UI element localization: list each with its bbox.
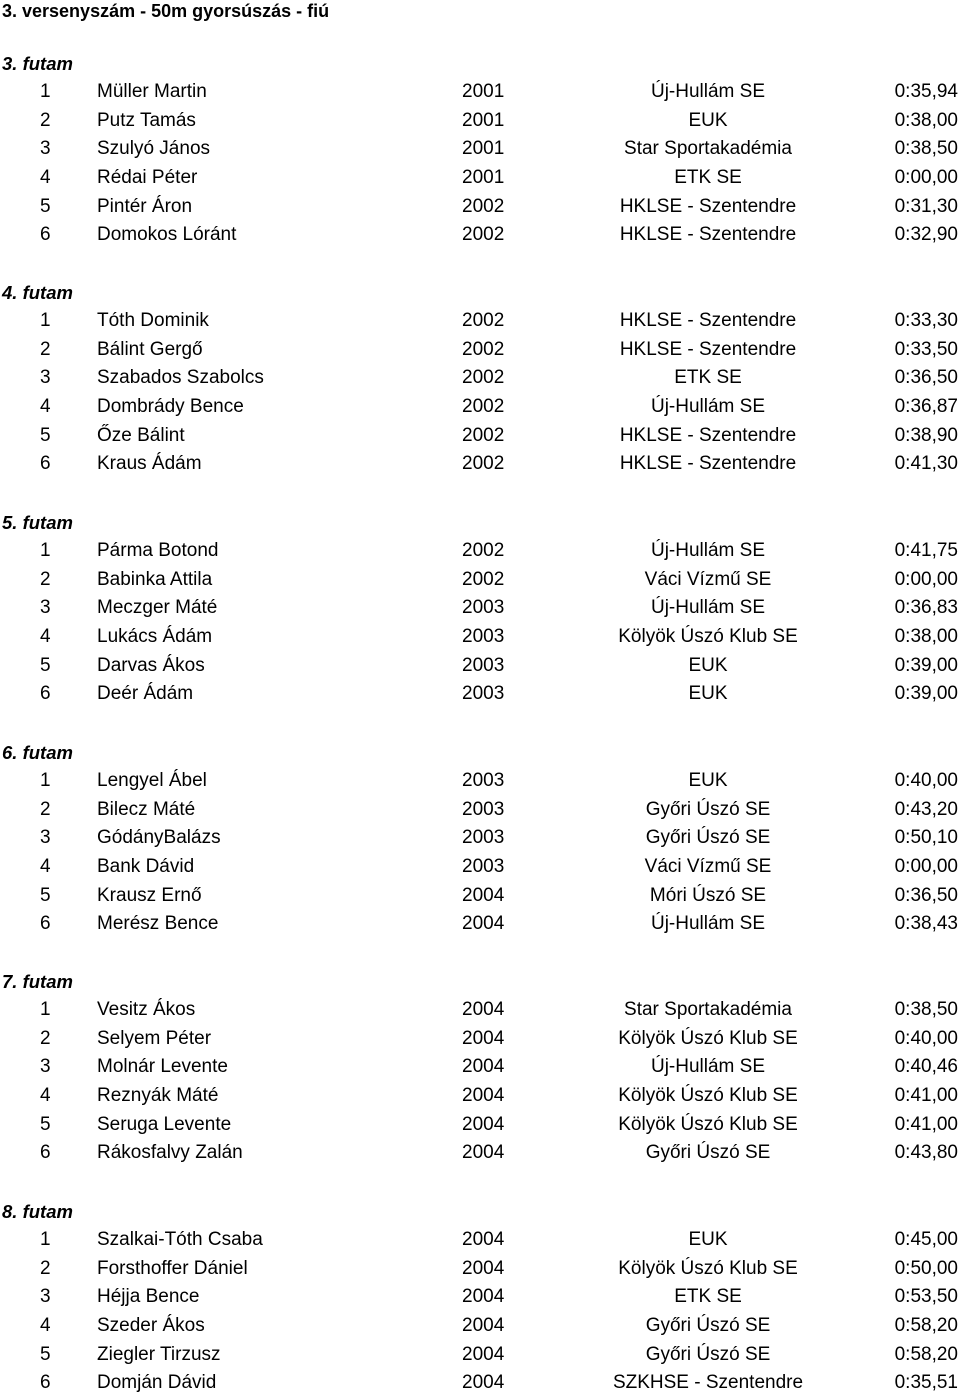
swimmer-name-cell: Tóth Dominik [97, 310, 209, 331]
swimmer-name-cell: Pintér Áron [97, 195, 193, 217]
result-row [0, 1255, 960, 1284]
birth-year-cell: 2001 [462, 109, 505, 131]
result-row [0, 1053, 960, 1082]
swimmer-name-cell: Szulyó János [97, 138, 211, 160]
birth-year-cell: 2003 [462, 597, 505, 619]
birth-year-cell: 2004 [462, 913, 505, 935]
swimmer-name-cell: Krausz Ernő [97, 884, 202, 906]
result-row [0, 853, 960, 882]
heat-section [0, 967, 960, 1168]
swimmer-name-cell: Meczger Máté [97, 597, 218, 619]
birth-year-cell: 2003 [462, 770, 505, 791]
club-cell: Kölyök Úszó Klub SE [618, 1257, 798, 1279]
placement-cell: 3 [40, 367, 51, 389]
placement-cell: 6 [40, 1142, 51, 1164]
birth-year-cell: 2004 [462, 1372, 505, 1394]
heat-title: 8. futam [2, 1201, 73, 1222]
birth-year-cell: 2003 [462, 654, 505, 676]
result-row [0, 1082, 960, 1111]
birth-year-cell: 2004 [462, 1286, 505, 1308]
birth-year-cell: 2002 [462, 195, 505, 217]
club-cell: EUK [688, 109, 728, 131]
result-row [0, 336, 960, 365]
result-row [0, 1111, 960, 1140]
club-cell: SZKHSE - Szentendre [612, 1372, 804, 1394]
time-cell: 0:39,00 [894, 654, 958, 676]
swimmer-name-cell: Vesitz Ákos [97, 999, 196, 1020]
swimmer-name-cell: Dombrády Bence [97, 396, 244, 418]
swimmer-name-cell: Őze Bálint [97, 424, 185, 446]
club-cell: Győri Úszó SE [645, 1315, 771, 1337]
club-cell: Kölyök Úszó Klub SE [618, 1085, 798, 1107]
time-cell: 0:43,20 [894, 798, 958, 820]
result-row [0, 1025, 960, 1054]
placement-cell: 2 [40, 1257, 51, 1279]
birth-year-cell: 2004 [462, 1056, 505, 1078]
swimmer-name-cell: Szabados Szabolcs [97, 367, 264, 389]
result-row [0, 78, 960, 107]
placement-cell: 1 [40, 999, 51, 1020]
time-cell: 0:38,90 [894, 424, 958, 446]
placement-cell: 4 [40, 167, 51, 189]
club-cell: Kölyök Úszó Klub SE [618, 1027, 798, 1049]
placement-cell: 2 [40, 109, 51, 131]
club-cell: Star Sportakadémia [624, 138, 792, 160]
placement-cell: 1 [40, 81, 51, 102]
result-row [0, 393, 960, 422]
swimmer-name-cell: Héjja Bence [97, 1286, 200, 1308]
swimmer-name-cell: Bilecz Máté [97, 798, 196, 820]
placement-cell: 3 [40, 138, 51, 160]
club-cell: Kölyök Úszó Klub SE [618, 626, 798, 648]
swimmer-name-cell: Kraus Ádám [97, 453, 202, 475]
club-cell: Váci Vízmű SE [644, 856, 772, 878]
placement-cell: 4 [40, 626, 51, 648]
swimmer-name-cell: Lukács Ádám [97, 626, 213, 648]
placement-cell: 3 [40, 827, 51, 849]
birth-year-cell: 2001 [462, 167, 505, 189]
club-cell: Új-Hullám SE [650, 913, 766, 935]
result-row [0, 422, 960, 451]
swimmer-name-cell: Lengyel Ábel [97, 770, 207, 791]
time-cell: 0:40,46 [894, 1056, 958, 1078]
birth-year-cell: 2002 [462, 310, 505, 331]
birth-year-cell: 2003 [462, 856, 505, 878]
swimmer-name-cell: Müller Martin [97, 81, 207, 102]
swimmer-name-cell: Molnár Levente [97, 1056, 228, 1078]
club-cell: HKLSE - Szentendre [619, 224, 797, 246]
result-row [0, 767, 960, 796]
result-row [0, 364, 960, 393]
club-cell: EUK [688, 654, 728, 676]
result-row [0, 1312, 960, 1341]
birth-year-cell: 2002 [462, 396, 505, 418]
time-cell: 0:50,10 [894, 827, 958, 849]
heat-section [0, 49, 960, 250]
time-cell: 0:33,50 [894, 338, 958, 360]
result-row [0, 566, 960, 595]
time-cell: 0:41,75 [894, 540, 958, 561]
club-cell: Kölyök Úszó Klub SE [618, 1113, 798, 1135]
result-row [0, 450, 960, 479]
result-row [0, 307, 960, 336]
result-row [0, 1369, 960, 1398]
heat-section [0, 738, 960, 939]
placement-cell: 6 [40, 913, 51, 935]
birth-year-cell: 2004 [462, 1027, 505, 1049]
birth-year-cell: 2004 [462, 999, 505, 1020]
swimmer-name-cell: Bálint Gergő [97, 338, 203, 360]
club-cell: Új-Hullám SE [650, 540, 766, 561]
club-cell: ETK SE [674, 367, 742, 389]
result-row [0, 537, 960, 566]
time-cell: 0:36,50 [894, 367, 958, 389]
heat-section [0, 278, 960, 479]
time-cell: 0:31,30 [894, 195, 958, 217]
heat-section [0, 1197, 960, 1398]
page-title: 3. versenyszám - 50m gyorsúszás - fiú [2, 1, 330, 21]
time-cell: 0:38,50 [894, 999, 958, 1020]
birth-year-cell: 2003 [462, 827, 505, 849]
birth-year-cell: 2003 [462, 626, 505, 648]
placement-cell: 5 [40, 884, 51, 906]
swimmer-name-cell: Pármа Botond [97, 540, 219, 561]
club-cell: ETK SE [674, 167, 742, 189]
birth-year-cell: 2004 [462, 1315, 505, 1337]
placement-cell: 5 [40, 424, 51, 446]
placement-cell: 2 [40, 1027, 51, 1049]
club-cell: Győri Úszó SE [645, 827, 771, 849]
birth-year-cell: 2002 [462, 424, 505, 446]
club-cell: EUK [688, 770, 728, 791]
birth-year-cell: 2001 [462, 81, 505, 102]
result-row [0, 680, 960, 709]
time-cell: 0:38,50 [894, 138, 958, 160]
placement-cell: 6 [40, 224, 51, 246]
birth-year-cell: 2002 [462, 453, 505, 475]
birth-year-cell: 2003 [462, 683, 505, 705]
birth-year-cell: 2004 [462, 1142, 505, 1164]
club-cell: HKLSE - Szentendre [619, 310, 797, 331]
swimmer-name-cell: Rédai Péter [97, 167, 198, 189]
placement-cell: 1 [40, 1229, 51, 1250]
placement-cell: 3 [40, 1286, 51, 1308]
time-cell: 0:39,00 [894, 683, 958, 705]
swimmer-name-cell: Putz Tamás [97, 109, 196, 131]
birth-year-cell: 2004 [462, 1085, 505, 1107]
result-row [0, 221, 960, 250]
result-row [0, 652, 960, 681]
time-cell: 0:41,30 [894, 453, 958, 475]
result-row [0, 824, 960, 853]
heat-title: 5. futam [2, 512, 73, 533]
club-cell: Új-Hullám SE [650, 597, 766, 619]
placement-cell: 1 [40, 310, 51, 331]
result-row [0, 623, 960, 652]
result-row [0, 882, 960, 911]
club-cell: HKLSE - Szentendre [619, 424, 797, 446]
placement-cell: 3 [40, 597, 51, 619]
club-cell: Győri Úszó SE [645, 798, 771, 820]
placement-cell: 1 [40, 770, 51, 791]
time-cell: 0:40,00 [894, 1027, 958, 1049]
birth-year-cell: 2004 [462, 1113, 505, 1135]
time-cell: 0:33,30 [894, 310, 958, 331]
placement-cell: 4 [40, 856, 51, 878]
placement-cell: 4 [40, 1085, 51, 1107]
result-row [0, 1283, 960, 1312]
placement-cell: 6 [40, 1372, 51, 1394]
placement-cell: 1 [40, 540, 51, 561]
club-cell: Új-Hullám SE [650, 396, 766, 418]
placement-cell: 2 [40, 568, 51, 590]
placement-cell: 3 [40, 1056, 51, 1078]
time-cell: 0:43,80 [894, 1142, 958, 1164]
result-row [0, 996, 960, 1025]
birth-year-cell: 2002 [462, 224, 505, 246]
swimmer-name-cell: Reznyák Máté [97, 1085, 219, 1107]
swimmer-name-cell: Ziegler Tirzusz [97, 1343, 221, 1365]
birth-year-cell: 2002 [462, 367, 505, 389]
heat-section [0, 508, 960, 709]
birth-year-cell: 2002 [462, 338, 505, 360]
heat-title: 3. futam [2, 53, 73, 74]
heat-title: 4. futam [2, 282, 73, 303]
placement-cell: 2 [40, 338, 51, 360]
result-row [0, 164, 960, 193]
time-cell: 0:38,43 [894, 913, 958, 935]
club-cell: Új-Hullám SE [650, 1056, 766, 1078]
birth-year-cell: 2003 [462, 798, 505, 820]
time-cell: 0:45,00 [894, 1229, 958, 1250]
time-cell: 0:00,00 [894, 568, 958, 590]
heat-title: 7. futam [2, 971, 73, 992]
placement-cell: 6 [40, 453, 51, 475]
time-cell: 0:41,00 [894, 1113, 958, 1135]
time-cell: 0:36,83 [894, 597, 958, 619]
result-row [0, 107, 960, 136]
placement-cell: 5 [40, 654, 51, 676]
club-cell: Móri Úszó SE [649, 884, 767, 906]
result-row [0, 910, 960, 939]
placement-cell: 4 [40, 1315, 51, 1337]
swimmer-name-cell: Bank Dávid [97, 856, 195, 878]
result-row [0, 796, 960, 825]
birth-year-cell: 2001 [462, 138, 505, 160]
time-cell: 0:35,94 [894, 81, 958, 102]
time-cell: 0:38,00 [894, 626, 958, 648]
club-cell: EUK [688, 1229, 728, 1250]
birth-year-cell: 2004 [462, 884, 505, 906]
swimmer-name-cell: Babinka Attila [97, 568, 213, 590]
time-cell: 0:00,00 [894, 856, 958, 878]
swimmer-name-cell: Deér Ádám [97, 683, 194, 705]
result-row [0, 1139, 960, 1168]
placement-cell: 5 [40, 195, 51, 217]
time-cell: 0:32,90 [894, 224, 958, 246]
club-cell: Váci Vízmű SE [644, 568, 772, 590]
time-cell: 0:41,00 [894, 1085, 958, 1107]
swimmer-name-cell: Szalkai-Tóth Csaba [97, 1229, 263, 1250]
swimmer-name-cell: Szeder Ákos [97, 1315, 205, 1337]
swimmer-name-cell: GódányBalázs [97, 827, 221, 849]
birth-year-cell: 2002 [462, 540, 505, 561]
time-cell: 0:58,20 [894, 1315, 958, 1337]
swimmer-name-cell: Selyem Péter [97, 1027, 212, 1049]
result-row [0, 594, 960, 623]
club-cell: Star Sportakadémia [624, 999, 792, 1020]
time-cell: 0:58,20 [894, 1343, 958, 1365]
time-cell: 0:36,50 [894, 884, 958, 906]
time-cell: 0:50,00 [894, 1257, 958, 1279]
birth-year-cell: 2004 [462, 1343, 505, 1365]
club-cell: HKLSE - Szentendre [619, 195, 797, 217]
club-cell: Új-Hullám SE [650, 81, 766, 102]
birth-year-cell: 2004 [462, 1257, 505, 1279]
swimmer-name-cell: Darvas Ákos [97, 654, 205, 676]
time-cell: 0:36,87 [894, 396, 958, 418]
club-cell: EUK [688, 683, 728, 705]
swimmer-name-cell: Seruga Levente [97, 1113, 232, 1135]
club-cell: Győri Úszó SE [645, 1343, 771, 1365]
time-cell: 0:38,00 [894, 109, 958, 131]
birth-year-cell: 2004 [462, 1229, 505, 1250]
placement-cell: 5 [40, 1343, 51, 1365]
swimmer-name-cell: Domján Dávid [97, 1372, 217, 1394]
placement-cell: 4 [40, 396, 51, 418]
result-row [0, 1341, 960, 1370]
swimmer-name-cell: Rákosfalvy Zalán [97, 1142, 243, 1164]
club-cell: HKLSE - Szentendre [619, 338, 797, 360]
swimmer-name-cell: Merész Bence [97, 913, 219, 935]
placement-cell: 6 [40, 683, 51, 705]
club-cell: ETK SE [674, 1286, 742, 1308]
swimmer-name-cell: Forsthoffer Dániel [97, 1257, 248, 1279]
time-cell: 0:53,50 [894, 1286, 958, 1308]
result-row [0, 193, 960, 222]
birth-year-cell: 2002 [462, 568, 505, 590]
heat-title: 6. futam [2, 742, 73, 763]
result-row [0, 1226, 960, 1255]
time-cell: 0:40,00 [894, 770, 958, 791]
swimmer-name-cell: Domokos Lóránt [97, 224, 237, 246]
time-cell: 0:00,00 [894, 167, 958, 189]
placement-cell: 5 [40, 1113, 51, 1135]
time-cell: 0:35,51 [894, 1372, 958, 1394]
placement-cell: 2 [40, 798, 51, 820]
club-cell: HKLSE - Szentendre [619, 453, 797, 475]
result-row [0, 135, 960, 164]
club-cell: Győri Úszó SE [645, 1142, 771, 1164]
